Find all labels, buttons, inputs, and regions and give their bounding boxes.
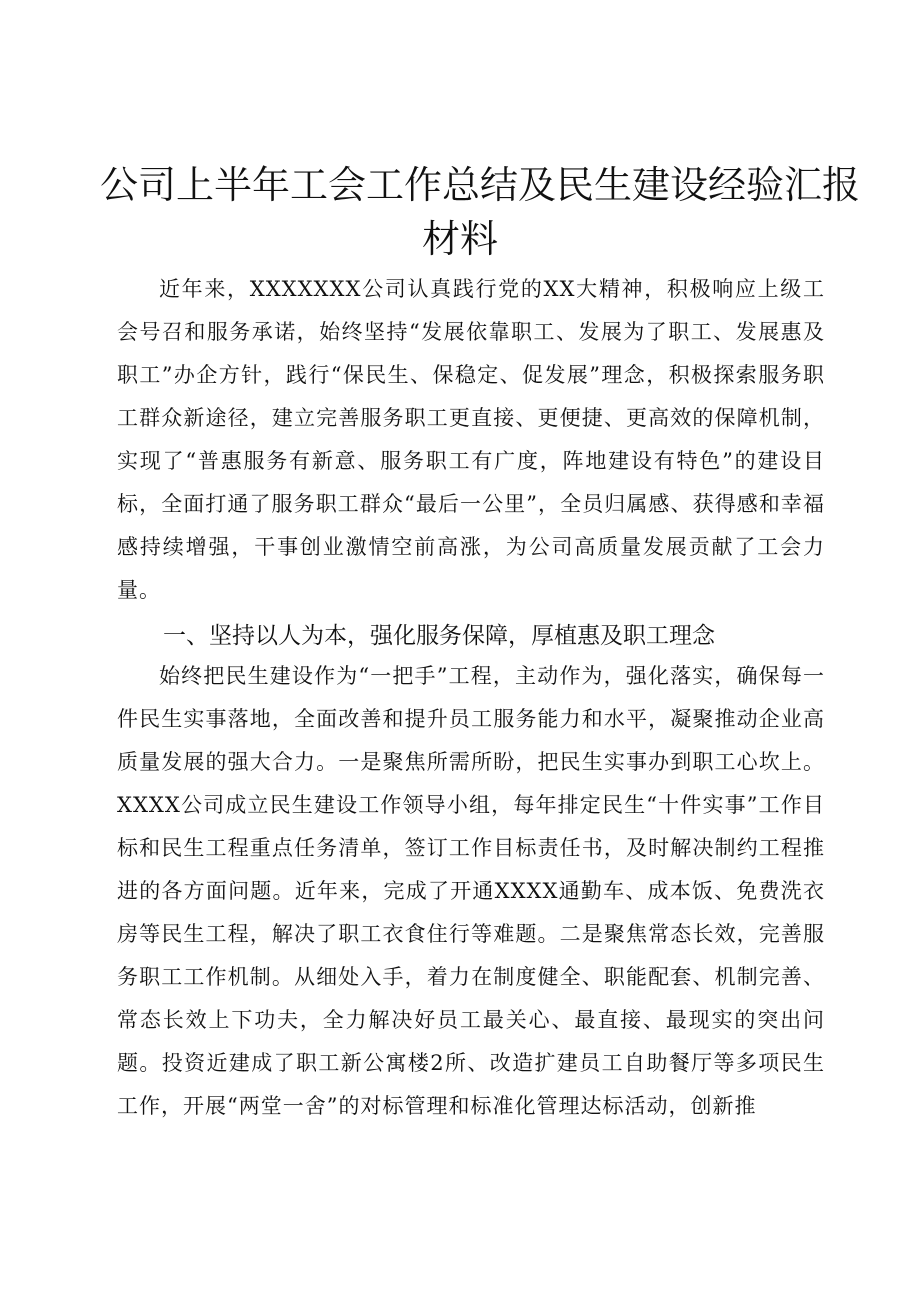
intro-paragraph: 近年来，XXXXXXX公司认真践行党的XX大精神，积极响应上级工会号召和服务承诺，始终坚持“发展依靠职工、发展为了职工、发展惠及职工”办企方针，践行“保民生、保稳定、促发展”理念，积极探索服务职工群众新途径，建立完善服务职工更直接、更便捷、更高效的保障机制，实现了“普惠服务有新意、服务职工有广度，阵地建设有特色”的建设目标，全面打通了服务职工群众“最后一公里”，全员归属感、获得感和幸福感持续增强，干事创业激情空前高涨，为公司高质量发展贡献了工会力量。 xyxy=(117,277,825,602)
section-heading: 一、坚持以人为本，强化服务保障，厚植惠及职工理念 xyxy=(163,623,715,649)
document-title-line-2: 材料 xyxy=(421,217,498,261)
body-paragraph: 始终把民生建设作为“一把手”工程，主动作为，强化落实，确保每一件民生实事落地，全面改善和提升员工服务能力和水平，凝聚推动企业高质量发展的强大合力。一是聚焦所需所盼，把民生实事办到职工心坎上。XXXX公司成立民生建设工作领导小组，每年排定民生“十件实事”工作目标和民生工程重点任务清单，签订工作目标责任书，及时解决制约工程推进的各方面问题。近年来，完成了开通XXXX通勤车、成本饭、免费洗衣房等民生工程，解决了职工衣食住行等难题。二是聚焦常态长效，完善服务职工工作机制。从细处入手，着力在制度健全、职能配套、机制完善、常态长效上下功夫，全力解决好员工最关心、最直接、最现实的突出问题。投资近建成了职工新公寓楼2所、改造扩建员工自助餐厅等多项民生工作，开展“两堂一舍”的对标管理和标准化管理达标活动，创新推 xyxy=(117,664,825,1118)
document-title-line-1: 公司上半年工会工作总结及民生建设经验汇报 xyxy=(100,163,861,207)
